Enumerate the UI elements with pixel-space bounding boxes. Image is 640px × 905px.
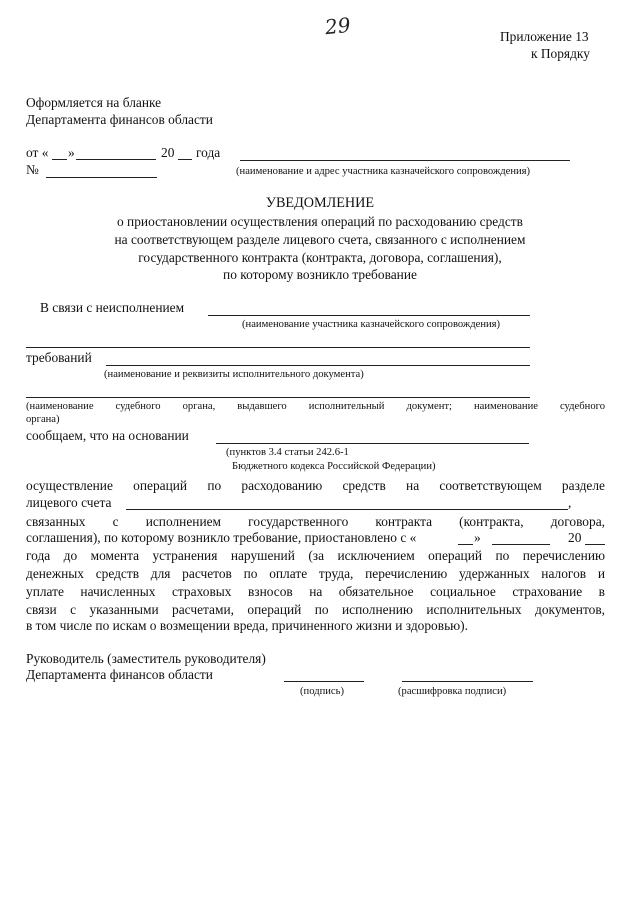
document-hint: (наименование и реквизиты исполнительного документа): [104, 369, 364, 380]
paragraph-line-2: лицевого счета: [26, 495, 112, 510]
non-fulfilment-label: В связи с неисполнением: [40, 300, 185, 315]
requirements-blank: [106, 365, 530, 366]
decode-hint: (расшифровка подписи): [398, 686, 507, 697]
sign-hint: (подпись): [300, 686, 344, 697]
legal-basis-blank: [216, 443, 529, 444]
participant-blank: [208, 315, 530, 316]
paragraph-line-2-end: ,: [568, 495, 572, 510]
paragraph-line-1: осуществление операций по расходованию средств на соответствующем разделе: [26, 478, 605, 493]
decode-blank: [402, 681, 533, 682]
suspend-year-blank: [585, 544, 605, 545]
participant-blank-2: [26, 347, 530, 348]
date-day-blank: [52, 159, 67, 160]
suspend-day-blank: [458, 544, 473, 545]
paragraph-line-4: соглашения), по которому возникло требование, приостановлено с «: [26, 530, 417, 545]
paragraph-line-8: связи с указанными расчетами, операций по исполнению исполнительных документов,: [26, 602, 605, 617]
court-blank: [26, 397, 530, 398]
paragraph-line-9: в том числе по искам о возмещении вреда, причиненного жизни и здоровью).: [26, 618, 468, 633]
title-line-2: на соответствующем разделе лицевого счета, связанного с исполнением: [114, 232, 526, 247]
title-line-4: по которому возникло требование: [223, 267, 417, 282]
letterhead-line-1: Оформляется на бланке: [26, 95, 162, 110]
account-blank: [126, 509, 568, 510]
suspend-month-blank: [492, 544, 550, 545]
participant-hint: (наименование участника казначейского сопровождения): [242, 319, 501, 330]
appendix-line-1: Приложение 13: [500, 29, 589, 44]
addressee-blank: [240, 160, 570, 161]
title-heading: УВЕДОМЛЕНИЕ: [265, 195, 375, 211]
addressee-hint: (наименование и адрес участника казначейского сопровождения): [236, 166, 531, 177]
title-line-3: государственного контракта (контракта, договора, соглашения),: [138, 250, 502, 265]
court-hint-1: (наименование судебного органа, выдавшего исполнительный документ; наименование судебного: [26, 401, 605, 412]
appendix-line-2: к Порядку: [531, 46, 590, 61]
date-year-blank: [178, 159, 192, 160]
page-number: 29: [323, 12, 352, 40]
number-prefix: №: [26, 162, 39, 177]
paragraph-line-3: связанных с исполнением государственного контракта (контракта, договора,: [26, 514, 605, 529]
paragraph-line-5: года до момента устранения нарушений (за исключением операций по перечислению: [26, 548, 605, 563]
date-month-blank: [76, 159, 156, 160]
letterhead-line-2: Департамента финансов области: [26, 112, 213, 127]
date-year-suffix: года: [196, 145, 221, 160]
paragraph-line-7: уплате начисленных страховых взносов на обязательное социальное страхование в: [26, 584, 605, 599]
title-line-1: о приостановлении осуществления операций по расходованию средств: [117, 214, 523, 229]
legal-hint-1: (пунктов 3.4 статьи 242.6-1: [226, 447, 349, 458]
signer-title-2: Департамента финансов области: [26, 667, 213, 682]
date-prefix: от «: [26, 145, 49, 160]
court-hint-2: органа): [26, 414, 60, 425]
paragraph-line-6: денежных средств для расчетов по оплате труда, перечислению удержанных налогов и: [26, 566, 605, 581]
date-year-prefix: 20: [161, 145, 175, 160]
date-mid: »: [68, 145, 75, 160]
signature-blank: [284, 681, 364, 682]
paragraph-line-4-quote: »: [474, 530, 481, 545]
signer-title-1: Руководитель (заместитель руководителя): [26, 651, 266, 666]
paragraph-line-4-year: 20: [568, 530, 582, 545]
number-blank: [46, 177, 157, 178]
requirements-label: требований: [26, 350, 92, 365]
legal-hint-2: Бюджетного кодекса Российской Федерации): [232, 461, 436, 472]
inform-label: сообщаем, что на основании: [26, 428, 189, 443]
